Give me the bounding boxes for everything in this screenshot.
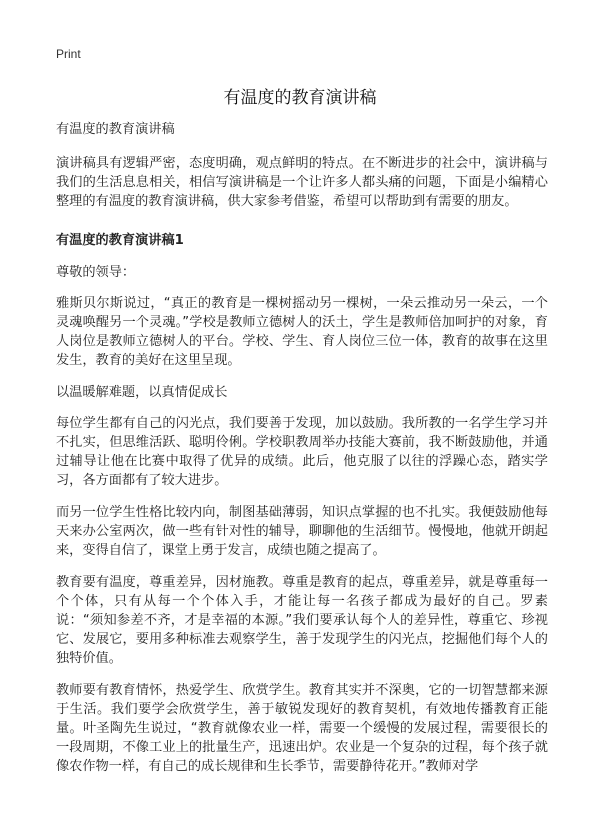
body-paragraph: 雅斯贝尔斯说过，“真正的教育是一棵树摇动另一棵树，一朵云推动另一朵云，一个灵魂唤醒另一个灵魂。”学校是教师立德树人的沃土，学生是教师倍加呵护的对象，育人岗位是教师立德树人的平台。学校、学生、育人岗位三位一体，教育的故事在这里发生，教育的美好在这里呈现。 — [56, 296, 548, 368]
section-heading: 有温度的教育演讲稿1 — [56, 233, 184, 248]
document-body — [56, 120, 548, 789]
print-label: Print — [56, 47, 81, 61]
body-paragraph: 教师要有教育情怀，热爱学生、欣赏学生。教育其实并不深奥，它的一切智慧都来源于生活。我们要学会欣赏学生，善于敏锐发现好的教育契机，有效地传播教育正能量。叶圣陶先生说过，“教育就像农业一样，需要一个缓慢的发展过程，需要很长的一段周期，不像工业上的批量生产，迅速出炉。农业是一个复杂的过程，每个孩子就像农作物一样，有自己的成长规律和生长季节，需要静待花开。”教师对学 — [56, 683, 548, 774]
salutation: 尊敬的领导： — [56, 265, 136, 280]
page-title: 有温度的教育演讲稿 — [223, 88, 377, 108]
body-subheading: 以温暖解难题，以真情促成长 — [56, 385, 228, 400]
document-subtitle: 有温度的教育演讲稿 — [56, 122, 175, 137]
body-paragraph: 而另一位学生性格比较内向，制图基础薄弱，知识点掌握的也不扎实。我便鼓励他每天来办公室两次，做一些有针对性的辅导，聊聊他的生活细节。慢慢地，他就开朗起来，变得自信了，课堂上勇于发言，成绩也随之提高了。 — [56, 505, 548, 558]
body-paragraph: 教育要有温度，尊重差异，因材施教。尊重是教育的起点，尊重差异，就是尊重每一个个体，只有从每一个个体入手，才能让每一名孩子都成为最好的自己。罗素说：“须知参差不齐，才是幸福的本源。”我们要承认每个人的差异性，尊重它、珍视它、发展它，要用多种标准去观察学生，善于发现学生的闪光点，挖掘他们每个人的独特价值。 — [56, 575, 548, 666]
body-paragraph: 每位学生都有自己的闪光点，我们要善于发现，加以鼓励。我所教的一名学生学习并不扎实，但思维活跃、聪明伶俐。学校职教周举办技能大赛前，我不断鼓励他，并通过辅导让他在比赛中取得了优异的成绩。此后，他克服了以往的浮躁心态，踏实学习，各方面都有了较大进步。 — [56, 416, 548, 488]
intro-paragraph: 演讲稿具有逻辑严密，态度明确，观点鲜明的特点。在不断进步的社会中，演讲稿与我们的生活息息相关，相信写演讲稿是一个让许多人都头痛的问题，下面是小编精心整理的有温度的教育演讲稿，供大家参考借鉴，希望可以帮助到有需要的朋友。 — [56, 156, 548, 209]
